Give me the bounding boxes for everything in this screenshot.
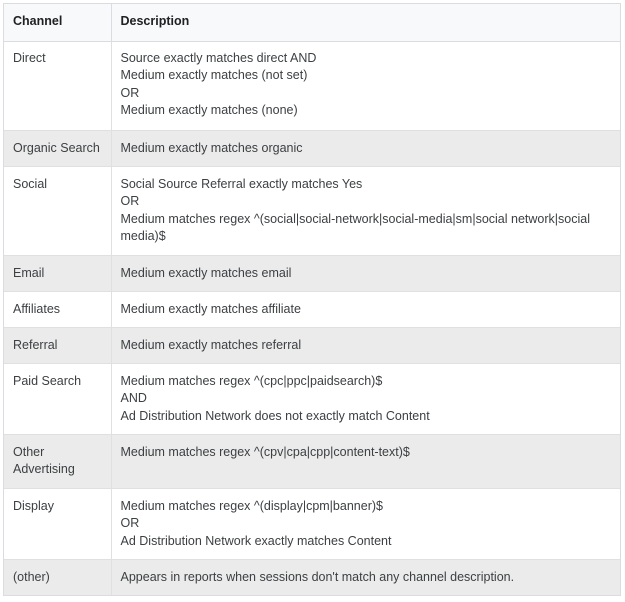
table-row-other [4,559,620,595]
channel-cell: Direct [4,41,111,130]
description-line: Medium matches regex ^(display|cpm|banner)$ [120,498,383,513]
description-line: Medium exactly matches (not set) [120,68,308,83]
channel-cell: Paid Search [4,363,111,434]
description-cell [111,255,620,291]
description-line: Medium matches regex ^(social|social-network|social-media|sm|social network|social media)$ [120,211,590,244]
table-header-row [4,4,620,41]
description-cell [111,488,620,559]
description-cell [111,434,620,488]
channel-cell: Other Advertising [4,434,111,488]
channel-cell: (other) [4,559,111,595]
description-cell [111,166,620,255]
description-cell [111,41,620,130]
table-row-paid-search [4,363,620,434]
channel-cell: Display [4,488,111,559]
table-row-social [4,166,620,255]
description-line: Medium exactly matches organic [120,140,303,155]
description-cell [111,559,620,595]
channel-cell: Social [4,166,111,255]
description-cell [111,291,620,327]
description-line: OR [120,85,140,100]
description-line: Medium exactly matches referral [120,337,302,352]
channel-cell: Referral [4,327,111,363]
channel-cell: Organic Search [4,130,111,166]
description-line: OR [120,516,140,531]
description-line: AND [120,391,147,406]
description-line: Appears in reports when sessions don't match any channel description. [120,569,515,584]
table-row-display [4,488,620,559]
channel-cell: Email [4,255,111,291]
description-line: Medium exactly matches affiliate [120,301,301,316]
table-row-affiliates [4,291,620,327]
header-channel: Channel [4,4,111,41]
table-row-email [4,255,620,291]
description-line: Ad Distribution Network does not exactly match Content [120,408,430,423]
description-line: Medium matches regex ^(cpv|cpa|cpp|content-text)$ [120,444,410,459]
description-cell [111,363,620,434]
channel-cell: Affiliates [4,291,111,327]
description-line: Source exactly matches direct AND [120,50,317,65]
table-row-other-advertising [4,434,620,488]
description-line: OR [120,194,140,209]
description-cell [111,327,620,363]
description-line: Medium matches regex ^(cpc|ppc|paidsearch)$ [120,373,383,388]
table-row-referral [4,327,620,363]
channel-definitions-table [3,3,621,596]
header-description: Description [111,4,620,41]
description-cell [111,130,620,166]
description-line: Ad Distribution Network exactly matches Content [120,533,392,548]
table-row-organic-search [4,130,620,166]
table-row-direct [4,41,620,130]
description-line: Social Source Referral exactly matches Yes [120,176,363,191]
description-line: Medium exactly matches email [120,265,292,280]
description-line: Medium exactly matches (none) [120,103,298,118]
